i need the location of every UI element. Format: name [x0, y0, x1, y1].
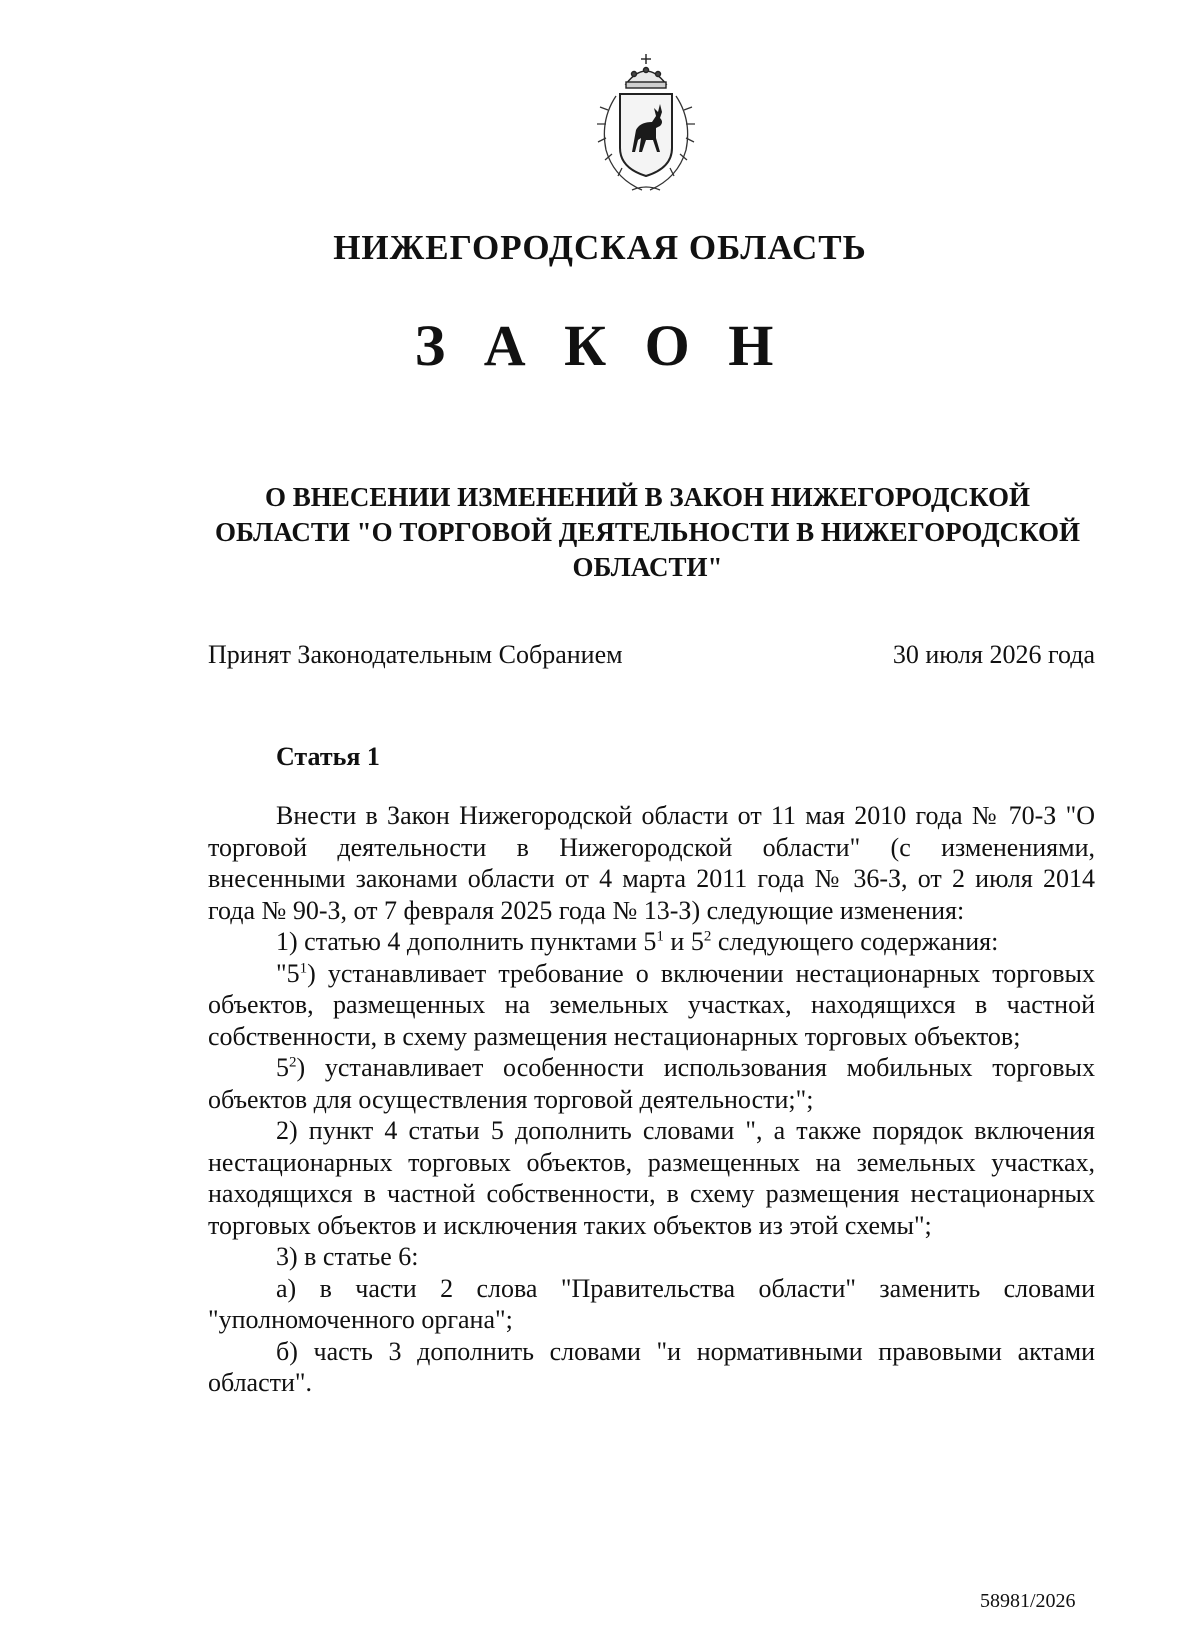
adoption-date: 30 июля 2026 года: [892, 640, 1095, 669]
law-title-line: О ВНЕСЕНИИ ИЗМЕНЕНИЙ В ЗАКОН НИЖЕГОРОДСКОЙ: [265, 482, 1030, 512]
item-3: 3) в статье 6:: [276, 1242, 419, 1271]
law-title-line: ОБЛАСТИ "О ТОРГОВОЙ ДЕЯТЕЛЬНОСТИ В НИЖЕГОРОДСКОЙ: [214, 517, 1081, 547]
document-type-heading: З А К О Н: [414, 313, 786, 378]
law-title-line: ОБЛАСТИ": [572, 552, 723, 582]
registration-number: 58981/2026: [980, 1590, 1076, 1612]
item-1-point-5-1: "$5^1$) устанавливает требование о включении нестационарных торговых объектов, размещенных на земельных участках, находящихся в частной собственности, в схему размещения нестационарных торговых объектов;: [208, 958, 1095, 1051]
region-heading: НИЖЕГОРОДСКАЯ ОБЛАСТЬ: [333, 228, 867, 267]
item-3-b: б) часть 3 дополнить словами "и нормативными правовыми актами области".: [208, 1336, 1095, 1397]
article-heading: Статья 1: [276, 742, 380, 771]
adoption-label: Принят Законодательным Собранием: [208, 640, 623, 669]
article-intro: Внести в Закон Нижегородской области от 11 мая 2010 года № 70-З "О торговой деятельности в Нижегородской области" (с изменениями, внесенными законами области от 4 марта 2011 года № 36-З, от 2 июля 2014 года № 90-З, от 7 февраля 2025 года № 13-З) следующие изменения:: [208, 801, 1095, 925]
article-body: [208, 800, 1095, 1399]
adoption-line: [208, 640, 1095, 670]
item-2: 2) пункт 4 статьи 5 дополнить словами ", а также порядок включения нестационарных торговых объектов, размещенных на земельных участках, находящихся в частной собственности, в схему размещения нестационарных торговых объектов и исключения таких объектов из этой схемы";: [208, 1116, 1095, 1240]
item-1-point-5-2: $5^2$) устанавливает особенности использования мобильных торговых объектов для осуществления торговой деятельности;";: [208, 1053, 1095, 1114]
coat-of-arms-icon: [586, 50, 706, 200]
law-title: [200, 480, 1095, 585]
item-1: 1) статью 4 дополнить пунктами $5^1$ и $5^2$ следующего содержания:: [276, 927, 999, 956]
item-3-a: а) в части 2 слова "Правительства области" заменить словами "уполномоченного органа";: [208, 1273, 1095, 1334]
